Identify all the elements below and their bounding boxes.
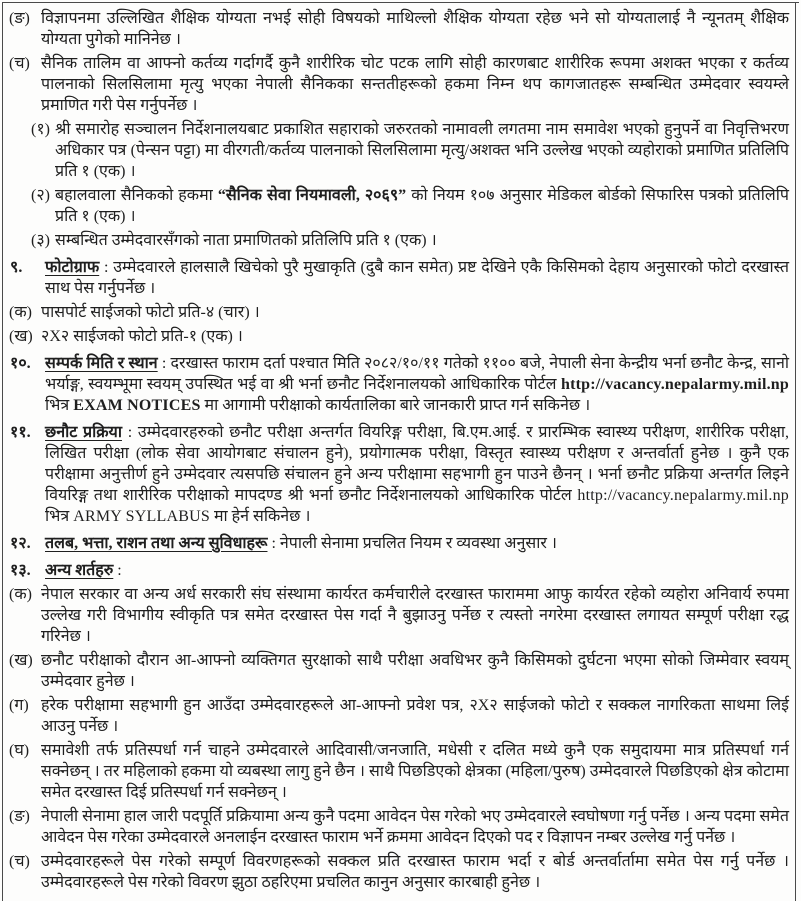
text-segment: को नियम १०७ अनुसार मेडिकल बोर्डको सिफारिस पत्रको प्रतिलिपि प्रति १ (एक) ।: [55, 187, 789, 225]
text-segment: समावेशी तर्फ प्रतिस्पर्धा गर्न चाहने उम्मेदवारले आदिवासी/जनजाति, मधेसी र दलित मध्ये कुनै एक समुदायमा मात्र प्रतिस्पर्धा गर्न सक्नेछन् । तर महिलाको हकमा यो व्यबस्था लागु हुने छैन । साथै पिछडिएको क्षेत्रका (महिला/पुरुष) उम्मेदवारले पिछडिएको क्षेत्र कोटामा समेत दरखास्त दिई प्रतिस्पर्धा गर्न सक्नेछन् ।: [41, 742, 789, 801]
item-marker: (क): [9, 586, 32, 603]
latin-text-segment: http://vacancy.nepalarmy.mil.np: [561, 376, 789, 393]
text-segment: : दरखास्त फाराम दर्ता पश्चात मिति २०८२/१०/११ गतेको ११०० बजे, नेपाली सेना केन्द्रीय भर्ना छनौट केन्द्र, सानो भर्याङ्ग, स्वयम्भूमा स्वयम् उपस्थित भई वा श्री भर्ना छनौट निर्देशनालयको आधिकारिक पोर्टल: [45, 355, 790, 393]
text-segment: फोटोग्राफ: [45, 259, 100, 276]
text-segment: : उम्मेदवारहरुको छनौट परीक्षा अन्तर्गत वियरिङ्ग परीक्षा, बि.एम.आई. र प्रारम्भिक स्वास्थ्य परीक्षण, शारीरिक परीक्षा, लिखित परीक्षा (लोक सेवा आयोगबाट संचालन हुने), प्रयोगात्मक परीक्षा, विस्तृत स्वास्थ्य परीक्षण र अन्तर्वार्ता हुनेछ । कुनै एक परीक्षामा अनुत्तीर्ण हुने उम्मेदवार त्यसपछि संचालन हुने अन्य परीक्षामा सहभागी हुन पाउने छैनन् । भर्ना छनौट प्रक्रिया अन्तर्गत लिइने वियरिङ्ग तथा शारीरिक परीक्षाको मापदण्ड श्री भर्ना छनौट निर्देशनालयको आधिकारिक पोर्टल: [45, 424, 789, 504]
item-marker: (ख): [9, 328, 33, 345]
text-segment: बहालवाला सैनिकको हकमा: [55, 187, 218, 204]
text-segment: :: [113, 562, 122, 579]
clause-nga-education-qualification: [3, 8, 789, 50]
latin-text-segment: ARMY SYLLABUS: [73, 508, 210, 525]
clause-cha-disabled-martyr-children: [3, 53, 789, 116]
text-segment: सैनिक तालिम वा आफ्नो कर्तव्य गर्दागर्दै कुनै शारीरिक चोट पटक लागि सोही कारणबाट शारीरिक रूपमा अशक्त भएका र कर्तव्य पालनाको सिलसिलामा मृत्यु भएका नेपाली सैनिकका सन्ततीहरूको हकमा निम्न थप कागजातहरू सम्बन्धित उम्मेदवार स्वयम्ले प्रमाणित गरी पेस गर्नुपर्नेछ ।: [41, 55, 789, 114]
text-segment: नेपाल सरकार वा अन्य अर्ध सरकारी संघ संस्थामा कार्यरत कर्मचारीले दरखास्त फाराममा आफु कार्यरत रहेको व्यहोरा अनिवार्य रुपमा उल्लेख गरी विभागीय स्वीकृति पत्र समेत दरखास्त पेस गर्दा नै बुझाउनु पर्नेछ र त्यस्तो नगरेमा दरखास्त लगायत सम्पूर्ण परीक्षा रद्ध गरिनेछ ।: [41, 586, 789, 645]
text-segment: नेपाली सेनामा हाल जारी पदपूर्ति प्रक्रियामा अन्य कुनै पदमा आवेदन पेस गरेको भए उम्मेदवारले स्वघोषणा गर्नु पर्नेछ । अन्य पदमा समेत आवेदन पेस गरेका उम्मेदवारले अनलाईन दरखास्त फाराम भर्ने क्रममा आवेदन दिएको पद र विज्ञापन नम्बर उल्लेख गर्नु पर्नेछ ।: [41, 808, 789, 846]
subclause-2-medical-board: [3, 185, 789, 227]
section-13-other-terms: [3, 560, 789, 581]
item-marker: (ख): [9, 652, 33, 669]
text-segment: भित्र: [45, 508, 74, 525]
item-marker: (२): [31, 187, 50, 204]
item-marker: (३): [31, 232, 50, 249]
text-segment: छनौट परीक्षाको दौरान आ-आफ्नो व्यक्तिगत सुरक्षाको साथै परीक्षा अवधिभर कुनै किसिमको दुर्घटना भएमा सोको जिम्मेवार स्वयम् उम्मेदवार हुनेछ ।: [41, 652, 789, 690]
clause-kha-2x2-photo: [3, 326, 789, 347]
item-marker: ९.: [10, 259, 23, 276]
text-segment: अन्य शर्तहरु: [45, 562, 114, 579]
document-content: [3, 3, 789, 896]
text-segment: पासपोर्ट साईजको फोटो प्रति-४ (चार) ।: [41, 304, 260, 321]
item-marker: १३.: [10, 562, 31, 579]
section-11-selection-process: [3, 422, 789, 527]
clause-ka-govt-employee-approval: [3, 584, 789, 647]
item-marker: (च): [9, 853, 30, 870]
text-segment: “सैनिक सेवा नियमावली, २०६९”: [217, 187, 407, 204]
latin-text-segment: http://vacancy.nepalarmy.mil.np: [577, 487, 789, 504]
section-12-salary-allowances: [3, 533, 789, 554]
text-segment: हरेक परीक्षामा सहभागी हुन आउँदा उम्मेदवारहरूले आ-आफ्नो प्रवेश पत्र, २X२ साईजको फोटो र सक्कल नागरिकता साथमा लिई आउनु पर्नेछ ।: [41, 697, 789, 735]
item-marker: (क): [9, 304, 32, 321]
text-segment: सम्बन्धित उम्मेदवारसँगको नाता प्रमाणितको प्रतिलिपि प्रति १ (एक) ।: [55, 232, 437, 249]
item-marker: (च): [9, 55, 30, 72]
text-segment: २X२ साईजको फोटो प्रति-१ (एक) ।: [41, 328, 243, 345]
item-marker: (ग): [9, 697, 29, 714]
text-segment: : उम्मेदवारले हालसालै खिचेको पुरै मुखाकृति (दुबै कान समेत) प्रष्ट देखिने एकै किसिमको देहाय अनुसारको फोटो दरखास्त साथ पेस गर्नुपर्नेछ ।: [45, 259, 789, 297]
subclause-1-pension-record: [3, 119, 789, 182]
item-marker: (ङ): [9, 10, 30, 27]
text-segment: मा आगामी परीक्षाको कार्यतालिका बारे जानकारी प्राप्त गर्न सकिनेछ ।: [200, 397, 591, 414]
text-segment: उम्मेदवारहरूले पेस गरेको सम्पूर्ण विवरणहरूको सक्कल प्रति दरखास्त फाराम भर्दा र बोर्ड अन्तर्वार्तामा समेत पेस गर्नु पर्नेछ । उम्मेदवारहरूले पेस गरेको विवरण झुठा ठहरिएमा प्रचलित कानुन अनुसार कारबाही हुनेछ ।: [41, 853, 789, 891]
clause-ka-passport-photo: [3, 302, 789, 323]
text-segment: सम्पर्क मिति र स्थान: [45, 355, 158, 372]
clause-ga-exam-entry-documents: [3, 695, 789, 737]
section-9-photograph: [3, 257, 789, 299]
item-marker: १०.: [10, 355, 31, 372]
clause-gha-inclusive-quota: [3, 740, 789, 803]
text-segment: छनौट प्रक्रिया: [45, 424, 122, 441]
page-border-right: [795, 2, 796, 901]
text-segment: मा हेर्न सकिनेछ ।: [209, 508, 311, 525]
clause-kha-personal-safety: [3, 650, 789, 692]
text-segment: श्री समारोह सञ्चालन निर्देशनालयबाट प्रकाशित सहाराको जरुरतको नामावली लगतमा नाम समावेश भएको हुनुपर्ने वा निवृत्तिभरण अधिकार पत्र (पेन्सन पट्टा) मा वीरगती/कर्तव्य पालनाको सिलसिलामा मृत्यु/अशक्त भनि उल्लेख भएको व्यहोराको प्रमाणित प्रतिलिपि प्रति १ (एक) ।: [55, 121, 789, 180]
item-marker: ११.: [10, 424, 31, 441]
latin-text-segment: EXAM NOTICES: [73, 397, 201, 414]
clause-cha-original-details: [3, 851, 789, 893]
clause-nga-self-declaration: [3, 806, 789, 848]
item-marker: (घ): [9, 742, 30, 759]
item-marker: (ङ): [9, 808, 30, 825]
text-segment: भित्र: [45, 397, 74, 414]
item-marker: (१): [31, 121, 50, 138]
subclause-3-relationship-certificate: [3, 230, 789, 251]
text-segment: : नेपाली सेनामा प्रचलित नियम र व्यवस्था अनुसार ।: [267, 535, 557, 552]
section-10-contact-date-place: [3, 353, 789, 416]
text-segment: विज्ञापनमा उल्लिखित शैक्षिक योग्यता नभई सोही विषयको माथिल्लो शैक्षिक योग्यता रहेछ भने सो योग्यतालाई नै न्यूनतम् शैक्षिक योग्यता पुगेको मानिनेछ ।: [41, 10, 789, 48]
text-segment: तलब, भत्ता, राशन तथा अन्य सुविधाहरू: [45, 535, 268, 552]
item-marker: १२.: [10, 535, 31, 552]
